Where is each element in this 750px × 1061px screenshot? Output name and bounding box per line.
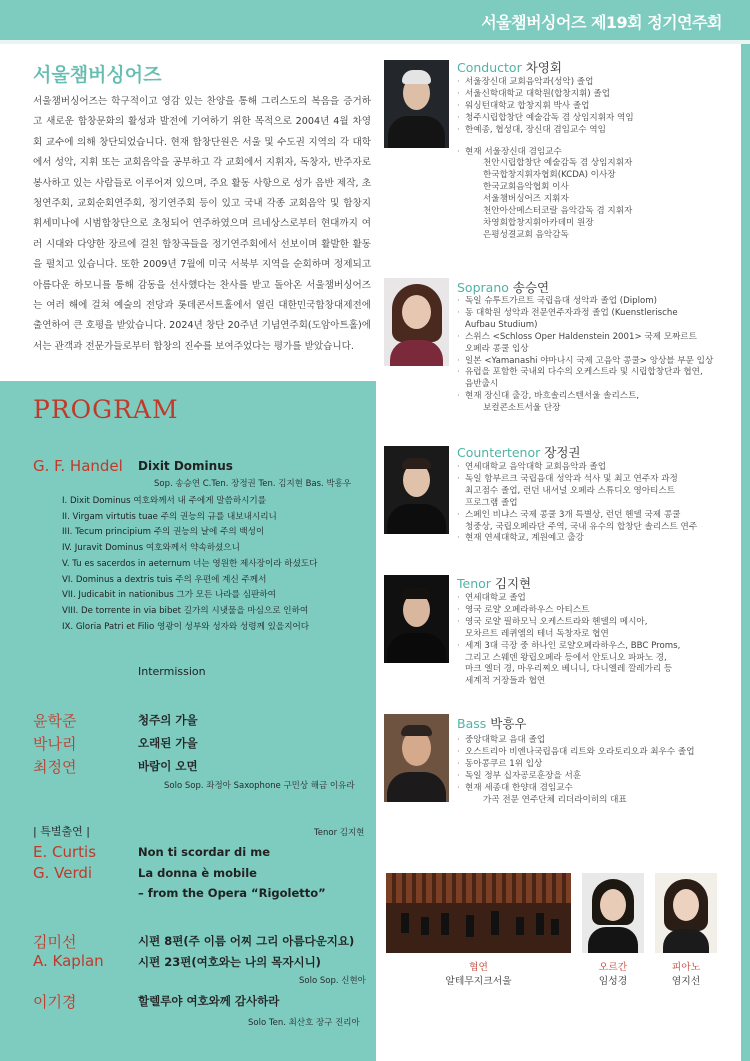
bio-line: · 연세대학교 졸업 <box>457 593 680 605</box>
bio-line: · 독일 슈투트가르트 국립음대 성악과 졸업 (Diplom) <box>457 296 713 308</box>
movement-1: I. Dixit Dominus 여호와께서 내 주에게 말씀하시기를 <box>62 496 267 506</box>
bass-heading: Bass 박흥우 <box>457 716 527 731</box>
program-title: PROGRAM <box>33 395 179 424</box>
bass-bio <box>457 735 695 806</box>
bio-line: · 스위스 <Schloss Oper Haldenstein 2001> 국제 모짜르트 <box>457 332 713 344</box>
work-cheongju-autumn: 청주의 가을 <box>138 713 198 727</box>
composer-yun: 윤학준 <box>33 712 77 730</box>
bio-line: 음반출시 <box>465 379 499 390</box>
bio-line: 천안시립합창단 예술감독 겸 상임지휘자 <box>483 158 633 169</box>
side-accent-bar <box>741 44 750 1061</box>
special-label: | 특별출연 | <box>33 825 90 838</box>
work-old-autumn: 오래된 가을 <box>138 736 198 750</box>
organist-caption: 오르간 임성경 <box>598 962 628 987</box>
header-divider <box>0 40 750 44</box>
composer-verdi: G. Verdi <box>33 864 93 882</box>
tenor-photo <box>384 575 449 663</box>
korean-performers: Solo Sop. 좌정아 Saxophone 구민상 해금 이유라 <box>164 781 355 791</box>
countertenor-heading: Countertenor 장정권 <box>457 445 581 460</box>
bio-line <box>457 137 634 147</box>
work-la-donna: La donna è mobile <box>138 866 257 880</box>
bio-line: · 현재 연세대학교, 계원예고 출강 <box>457 533 697 545</box>
bass-photo <box>384 714 449 802</box>
bio-line: 최고점수 졸업, 런던 내셔널 오페라 스튜디오 영아티스트 <box>465 485 676 496</box>
concert-title: 서울챔버싱어즈 제19회 정기연주회 <box>481 13 722 32</box>
bio-line: 차영회합창지휘아카데미 원장 <box>483 217 594 228</box>
bio-line: · 동아콩쿠르 1위 입상 <box>457 759 695 771</box>
bio-line: · 세계 3대 극장 중 하나인 로얄오페라하우스, BBC Proms, <box>457 641 680 653</box>
composer-park: 박나리 <box>33 735 77 753</box>
work-non-ti-scordar: Non ti scordar di me <box>138 845 271 859</box>
bio-line: 보컬콘소트서울 단장 <box>483 403 561 414</box>
bio-line: · 현재 세종대 한양대 겸임교수 <box>457 783 695 795</box>
composer-kaplan: A. Kaplan <box>33 952 104 970</box>
movement-9: IX. Gloria Patri et Filio 영광이 성부와 성자와 성령께 있을지어다 <box>62 621 310 632</box>
conductor-bio <box>457 77 634 242</box>
movement-8: VIII. De torrente in via bibet 길가의 시냇물을 마심으로 인하여 <box>62 605 309 616</box>
bio-line: · 독일 함부르크 국립음대 성악과 석사 및 최고 연주자 과정 <box>457 474 697 486</box>
movement-2: II. Virgam virtutis tuae 주의 권능의 규를 내보내시리니 <box>62 511 277 522</box>
bio-line: · 일본 <Yamanashi 야마나시 국제 고음악 콩쿨> 앙상블 부문 입상 <box>457 356 713 368</box>
bio-line: · 유럽을 포함한 국내외 다수의 오케스트라 및 시립합창단과 협연, <box>457 367 713 379</box>
countertenor-bio <box>457 462 697 545</box>
bio-line: 은평성결교회 음악감독 <box>483 229 569 240</box>
bio-line: · 한예종, 협성대, 장신대 겸임교수 역임 <box>457 125 634 137</box>
composer-choi: 최정연 <box>33 758 77 776</box>
composer-lee: 이기경 <box>33 993 77 1011</box>
rigoletto-note: – from the Opera “Rigoletto” <box>138 886 326 900</box>
soprano-photo <box>384 278 449 366</box>
bio-line: 가곡 전문 연주단체 리더라이히의 대표 <box>483 794 627 805</box>
bio-line: · 중앙대학교 음대 졸업 <box>457 735 695 747</box>
ensemble-photo <box>386 873 571 953</box>
movement-list <box>62 494 382 635</box>
bio-line: · 서울신학대학교 대학원(합창지휘) 졸업 <box>457 89 634 101</box>
composer-kim: 김미선 <box>33 933 77 951</box>
tenor-heading: Tenor 김지현 <box>457 576 532 591</box>
bio-line: 모차르트 레퀴엠의 테너 독창자로 협연 <box>465 628 609 639</box>
intermission: Intermission <box>138 665 206 678</box>
tenor-bio <box>457 593 680 688</box>
choir-bio: 서울챔버싱어즈는 학구적이고 영감 있는 찬양을 통해 그리스도의 복음을 증거하고 새로운 합창문화의 활성과 발전에 기여하기 위한 목적으로 2004년 4월 차영회 교수에 의해 창단되었습니다. 현재 합창단원은 서울 및 수도권 지역의 각 대학에서 성악, 지휘 또는 교회음악을 공부하고 각 교회에서 지휘자, 독창자, 반주자로 봉사하고 있는 사람들로 이루어져 있으며, 주요 활동 사항으로 성가 음반 제작, 초청연주회, 교회순회연주회, 정기연주회 등이 있고 국내 각종 교회음악 및 합창지휘세미나에 시범합창단으로 초청되어 연주하였으며 르네상스로부터 현대까지 여러 시대와 다양한 장르에 걸친 합창곡들을 정기연주회에서 선보이며 활발한 활동을 펼치고 있습니다. 또한 2009년 7월에 미국 서북부 지역을 순회하며 정제되고 아름다운 하모니를 통해 감동을 선사했다는 찬사를 받고 돌아온 서울챔버싱어즈는 여러 해에 걸쳐 예술의 전당과 롯데콘서트홀에서 열린 대한민국합창대제전에 출연하여 큰 호평을 받았습니다. 2024년 창단 20주년 기념연주회(도암아트홀)에서는 관객과 전문가들로부터 합창의 진수를 보여주었다는 평가를 받았습니다. <box>33 96 371 352</box>
bio-line: 오페라 콩쿨 입상 <box>465 343 529 354</box>
bio-line: · 영국 로얄 오페라하우스 아티스트 <box>457 605 680 617</box>
composer-curtis: E. Curtis <box>33 843 97 861</box>
bio-line: · 독일 정부 십자공로훈장을 서훈 <box>457 771 695 783</box>
bio-line: Aufbau Studium) <box>465 319 538 330</box>
psalms-performers: Solo Sop. 신현아 <box>299 976 366 986</box>
work-hallelujah: 할렐루야 여호와께 감사하라 <box>138 994 280 1008</box>
bio-line: 마크 엘더 경, 마우리찌오 베니니, 다니엘레 깔레가리 등 <box>465 664 673 675</box>
choir-heading: 서울챔버싱어즈 <box>33 64 162 86</box>
bio-line: · 워싱턴대학교 합창지휘 박사 졸업 <box>457 101 634 113</box>
bio-line: · 청주시립합창단 예술감독 겸 상임지휘자 역임 <box>457 113 634 125</box>
bio-line: 천안아산메스터코랄 음악감독 겸 지휘자 <box>483 206 633 217</box>
movement-4: IV. Juravit Dominus 여호와께서 약속하셨으니 <box>62 543 240 554</box>
bio-line: · 연세대학교 음악대학 교회음악과 졸업 <box>457 462 697 474</box>
work-when-wind-comes: 바람이 오면 <box>138 759 198 773</box>
movement-3: III. Tecum principium 주의 권능의 날에 주의 백성이 <box>62 527 265 538</box>
bio-line: · 오스트리아 비엔나국립음대 리트와 오라토리오과 최우수 졸업 <box>457 747 695 759</box>
bio-line: · 스페인 비냐스 국제 콩쿨 3개 특별상, 런던 헨델 국제 콩쿨 <box>457 510 697 522</box>
bio-line: 한국교회음악협회 이사 <box>483 182 569 193</box>
pianist-caption: 피아노 염지선 <box>671 962 701 987</box>
bio-line: · 현재 서울장신대 겸임교수 <box>457 147 634 159</box>
movement-7: VII. Judicabit in nationibus 그가 모든 나라를 심판하여 <box>62 590 276 601</box>
conductor-photo <box>384 60 449 148</box>
ensemble-caption: 협연 알테무지크서울 <box>445 962 512 987</box>
work-psalm-8: 시편 8편(주 이름 어찌 그리 아름다운지요) <box>138 934 355 948</box>
organist-photo <box>582 873 644 953</box>
pianist-photo <box>655 873 717 953</box>
movement-5: V. Tu es sacerdos in aeternum 너는 영원한 제사장이라 하셨도다 <box>62 558 318 569</box>
bio-line: · 영국 로얄 필하모닉 오케스트라와 헨델의 메시아, <box>457 617 680 629</box>
work-psalm-23: 시편 23편(여호와는 나의 목자시니) <box>138 955 321 969</box>
bio-line: · 현재 장신대 출강, 바흐솔리스텐서울 솔리스트, <box>457 391 713 403</box>
bio-line: 세계적 거장들과 협연 <box>465 676 546 687</box>
bio-line: 한국합창지휘자협회(KCDA) 이사장 <box>483 170 616 181</box>
bio-line: 서울챔버싱어즈 지휘자 <box>483 194 569 205</box>
work-dixit-dominus: Dixit Dominus <box>138 459 233 473</box>
special-performer: Tenor 김지현 <box>314 828 365 838</box>
countertenor-photo <box>384 446 449 534</box>
conductor-heading: Conductor 차영회 <box>457 60 562 75</box>
movement-6: VI. Dominus a dextris tuis 주의 우편에 계신 주께서 <box>62 574 267 585</box>
soprano-bio <box>457 296 713 415</box>
bio-line: · 동 대학원 성악과 전문연주자과정 졸업 (Kuenstlerische <box>457 308 713 320</box>
composer-handel: G. F. Handel <box>33 457 123 475</box>
handel-performers: Sop. 송승연 C.Ten. 장정권 Ten. 김지현 Bas. 박흥우 <box>154 479 352 489</box>
bio-line: 청중상, 국립오페라단 주역, 국내 유수의 합창단 솔리스트 연주 <box>465 521 698 532</box>
bio-line: 프로그램 졸업 <box>465 497 518 508</box>
bio-line: · 서울장신대 교회음악과(성악) 졸업 <box>457 77 634 89</box>
soprano-heading: Soprano 송승연 <box>457 280 550 295</box>
finale-performers: Solo Ten. 최산호 장구 진리아 <box>248 1018 360 1028</box>
bio-line: 그리고 스웨덴 왕립오페라 등에서 안토니오 파파노 경, <box>465 652 667 663</box>
